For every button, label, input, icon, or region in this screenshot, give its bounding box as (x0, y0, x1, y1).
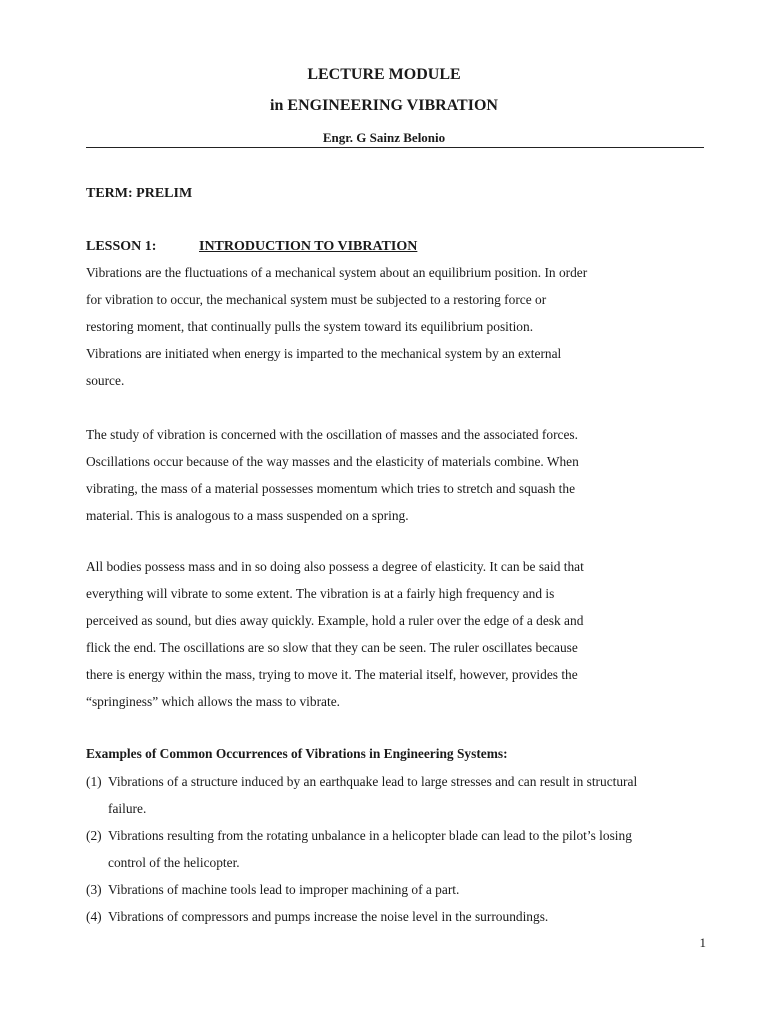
course-title: in ENGINEERING VIBRATION (270, 97, 498, 114)
term-label: TERM: PRELIM (86, 186, 193, 201)
paragraph-line: there is energy within the mass, trying to move it. The material itself, however, provides the (86, 667, 578, 682)
author-name: Engr. G Sainz Belonio (322, 130, 446, 145)
list-item-line: Vibrations of compressors and pumps increase the noise level in the surroundings. (108, 909, 549, 924)
paragraph-line: The study of vibration is concerned with the oscillation of masses and the associated forces. (86, 427, 578, 442)
paragraph-line: restoring moment, that continually pulls the system toward its equilibrium position. (86, 319, 534, 334)
lesson-title: INTRODUCTION TO VIBRATION (199, 239, 418, 254)
examples-heading: Examples of Common Occurrences of Vibrations in Engineering Systems: (86, 746, 508, 761)
page-number: 1 (699, 935, 706, 950)
list-item-line: Vibrations resulting from the rotating unbalance in a helicopter blade can lead to the pilot’s losing (108, 828, 632, 843)
header-divider (86, 147, 704, 148)
list-item-line: control of the helicopter. (108, 855, 240, 870)
list-item-line: Vibrations of a structure induced by an earthquake lead to large stresses and can result in structural (108, 774, 638, 789)
paragraph-line: “springiness” which allows the mass to vibrate. (86, 694, 340, 709)
paragraph-line: material. This is analogous to a mass suspended on a spring. (86, 508, 409, 523)
list-item-number: (1) (86, 774, 102, 789)
examples-list (86, 768, 706, 930)
paragraph-1 (86, 259, 706, 394)
list-item-line: Vibrations of machine tools lead to improper machining of a part. (108, 882, 460, 897)
paragraph-2 (86, 421, 706, 529)
paragraph-line: perceived as sound, but dies away quickly. Example, hold a ruler over the edge of a desk and (86, 613, 584, 628)
paragraph-line: All bodies possess mass and in so doing also possess a degree of elasticity. It can be said that (86, 559, 584, 574)
list-item-number: (3) (86, 882, 102, 897)
paragraph-line: Oscillations occur because of the way masses and the elasticity of materials combine. When (86, 454, 579, 469)
lesson-number: LESSON 1: (86, 239, 157, 254)
paragraph-line: Vibrations are initiated when energy is imparted to the mechanical system by an external (86, 346, 562, 361)
paragraph-line: vibrating, the mass of a material possesses momentum which tries to stretch and squash the (86, 481, 576, 496)
list-item (86, 876, 706, 903)
list-item (86, 822, 706, 876)
paragraph-line: Vibrations are the fluctuations of a mechanical system about an equilibrium position. In order (86, 265, 588, 280)
module-title: LECTURE MODULE (307, 66, 461, 83)
list-item (86, 903, 706, 930)
list-item-line: failure. (108, 801, 147, 816)
list-item (86, 768, 706, 822)
paragraph-line: source. (86, 373, 125, 388)
list-item-number: (4) (86, 909, 102, 924)
paragraph-line: for vibration to occur, the mechanical system must be subjected to a restoring force or (86, 292, 547, 307)
list-item-number: (2) (86, 828, 102, 843)
paragraph-line: everything will vibrate to some extent. The vibration is at a fairly high frequency and is (86, 586, 555, 601)
lesson-heading (86, 239, 417, 255)
paragraph-3 (86, 553, 706, 715)
paragraph-line: flick the end. The oscillations are so slow that they can be seen. The ruler oscillates because (86, 640, 578, 655)
